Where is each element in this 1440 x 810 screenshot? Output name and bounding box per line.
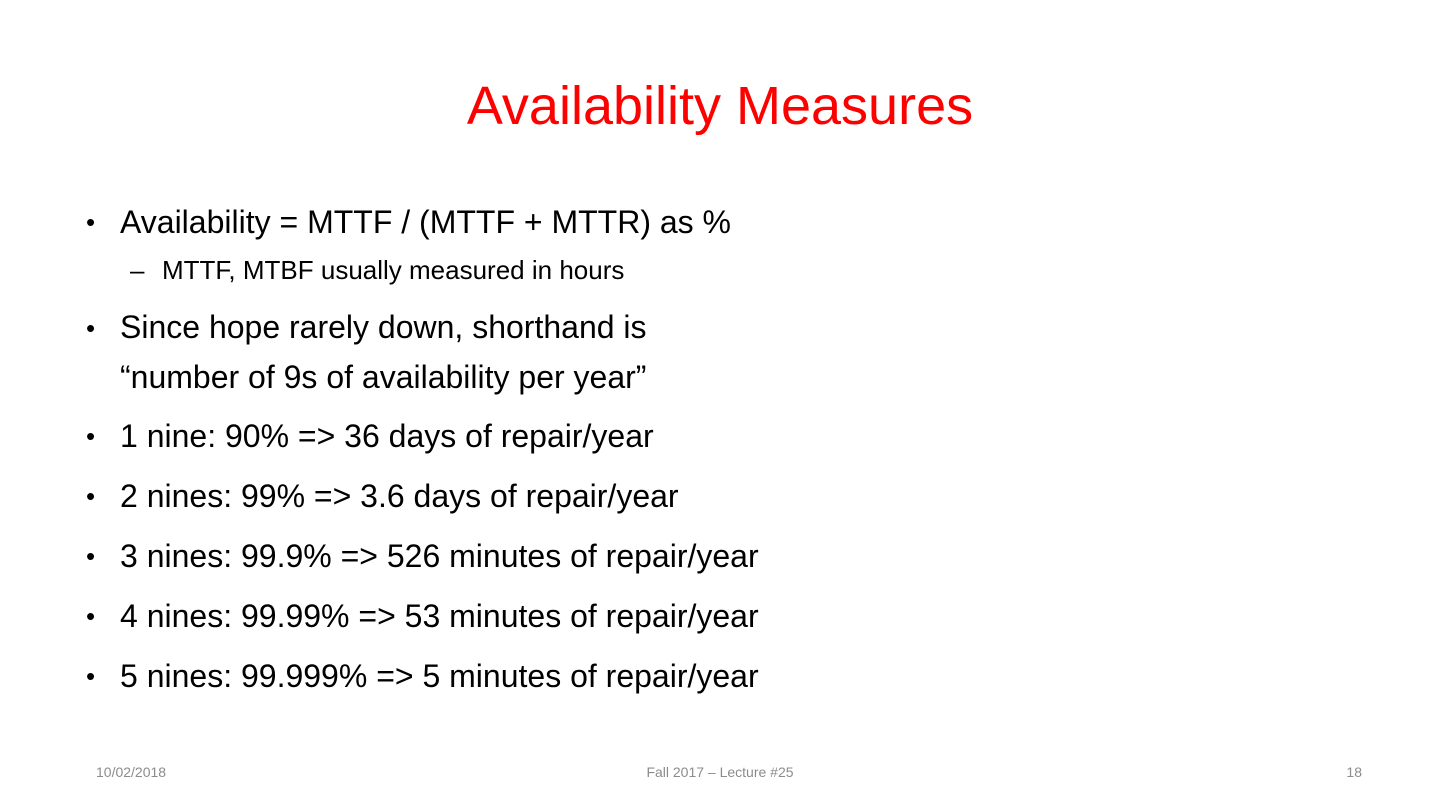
bullet-text: 3 nines: 99.9% => 526 minutes of repair/year bbox=[120, 538, 759, 574]
bullet-text-line2: “number of 9s of availability per year” bbox=[120, 359, 647, 395]
bullet-icon: • bbox=[86, 207, 96, 237]
bullet-text-line1: Since hope rarely down, shorthand is bbox=[120, 309, 647, 345]
bullet-icon: • bbox=[86, 601, 96, 631]
bullet-icon: • bbox=[86, 541, 96, 571]
bullet-item bbox=[86, 470, 1346, 522]
bullet-list bbox=[86, 196, 1346, 710]
bullet-text: Availability = MTTF / (MTTF + MTTR) as % bbox=[120, 204, 731, 240]
bullet-item bbox=[86, 530, 1346, 582]
bullet-item bbox=[86, 590, 1346, 642]
bullet-icon: • bbox=[86, 313, 96, 343]
slide-title: Availability Measures bbox=[466, 76, 974, 136]
bullet-item bbox=[86, 302, 1346, 402]
bullet-text: 4 nines: 99.99% => 53 minutes of repair/year bbox=[120, 598, 759, 634]
sub-bullet-item bbox=[86, 250, 1346, 290]
sub-bullet-text: MTTF, MTBF usually measured in hours bbox=[162, 255, 625, 285]
bullet-text: 2 nines: 99% => 3.6 days of repair/year bbox=[120, 478, 679, 514]
bullet-item bbox=[86, 650, 1346, 702]
bullet-item bbox=[86, 196, 1346, 248]
bullet-text: 1 nine: 90% => 36 days of repair/year bbox=[120, 418, 654, 454]
bullet-icon: • bbox=[86, 661, 96, 691]
footer-lecture: Fall 2017 – Lecture #25 bbox=[646, 764, 794, 780]
bullet-icon: • bbox=[86, 481, 96, 511]
bullet-icon: • bbox=[86, 421, 96, 451]
dash-icon: – bbox=[130, 255, 145, 285]
bullet-text: 5 nines: 99.999% => 5 minutes of repair/year bbox=[120, 658, 759, 694]
footer-date: 10/02/2018 bbox=[96, 764, 167, 780]
bullet-item bbox=[86, 410, 1346, 462]
footer-page-number: 18 bbox=[1346, 764, 1362, 780]
